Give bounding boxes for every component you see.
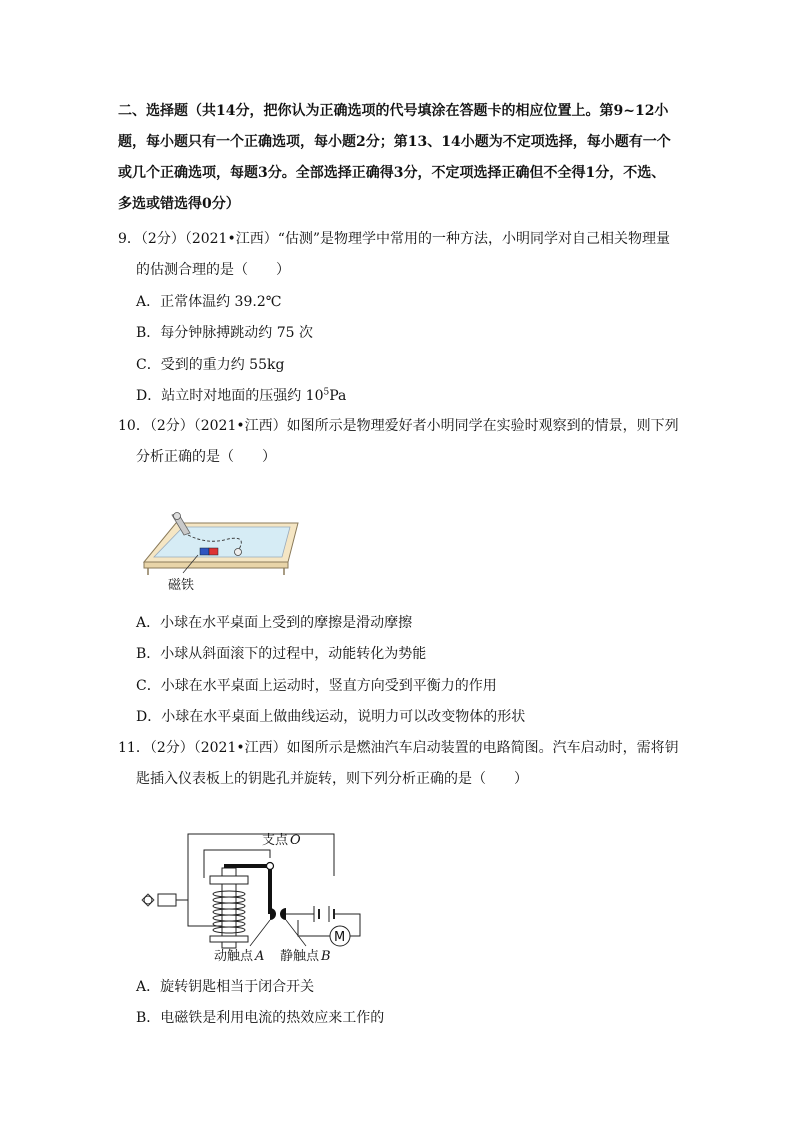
magnet-blue — [200, 548, 209, 555]
key-switch — [158, 894, 176, 906]
static-contact-label: 静触点 — [280, 949, 320, 964]
table-front — [144, 562, 288, 568]
q9-option-d-unit: Pa — [329, 388, 347, 404]
q10-stem-line-2: 分析正确的是（ ） — [136, 449, 276, 465]
section-line-4: 多选或错选得0分） — [118, 196, 240, 212]
static-contact — [280, 908, 286, 920]
motor-label: M — [334, 930, 346, 945]
moving-contact-label: 动触点 — [214, 949, 254, 964]
pivot-point — [267, 863, 274, 870]
q9-stem-line-2: 的估测合理的是（ ） — [136, 262, 290, 278]
q11-stem-line-2: 匙插入仪表板上的钥匙孔并旋转，则下列分析正确的是（ ） — [136, 771, 528, 787]
q9-option-b: B．每分钟脉搏跳动约 75 次 — [136, 325, 314, 341]
q10-figure-table-ramp — [138, 505, 308, 597]
section-line-1: 二、选择题（共14分，把你认为正确选项的代号填涂在答题卡的相应位置上。第9~12小 — [118, 103, 669, 119]
q9-option-d — [136, 386, 346, 406]
static-contact-letter: B — [321, 949, 331, 964]
pivot-letter: O — [290, 833, 301, 848]
section-line-2: 题，每小题只有一个正确选项，每小题2分；第13、14小题为不定项选择，每小题有一个 — [118, 134, 671, 150]
q10-option-a: A．小球在水平桌面上受到的摩擦是滑动摩擦 — [136, 615, 413, 631]
magnet-label: 磁铁 — [168, 578, 195, 593]
q11-option-a: A．旋转钥匙相当于闭合开关 — [136, 979, 315, 995]
section-instructions — [118, 96, 698, 220]
ramp-ball — [174, 513, 181, 520]
q9-option-d-exponent: 5 — [323, 387, 330, 398]
q11-figure-starter-circuit — [138, 828, 378, 968]
moving-contact — [270, 908, 276, 920]
section-line-3: 或几个正确选项，每题3分。全部选择正确得3分，不定项选择正确但不全得1分，不选、 — [118, 165, 666, 181]
q11-option-b: B．电磁铁是利用电流的热效应来工作的 — [136, 1010, 385, 1026]
q11-stem-line-1: 11．（2分）（2021•江西）如图所示是燃油汽车启动装置的电路简图。汽车启动时，需将钥 — [118, 740, 679, 756]
q9-stem-line-1: 9．（2分）（2021•江西）“估测”是物理学中常用的一种方法，小明同学对自己相关物理量 — [118, 231, 671, 247]
q10-option-b: B．小球从斜面滚下的过程中，动能转化为势能 — [136, 646, 427, 662]
q10-option-c: C．小球在水平桌面上运动时，竖直方向受到平衡力的作用 — [136, 678, 497, 694]
ball — [235, 549, 242, 556]
q9-option-c: C．受到的重力约 55kg — [136, 357, 285, 373]
magnet-red — [209, 548, 218, 555]
pivot-label: 支点 — [262, 833, 289, 848]
q10-stem-line-1: 10．（2分）（2021•江西）如图所示是物理爱好者小明同学在实验时观察到的情景，则下列 — [118, 418, 679, 434]
moving-contact-letter: A — [255, 949, 265, 964]
q10-option-d: D．小球在水平桌面上做曲线运动，说明力可以改变物体的形状 — [136, 709, 526, 725]
q9-option-d-text: D．站立时对地面的压强约 10 — [136, 388, 324, 404]
electromagnet-base — [210, 936, 248, 942]
electromagnet-top-plate — [210, 876, 248, 884]
q9-option-a: A．正常体温约 39.2℃ — [136, 294, 282, 310]
